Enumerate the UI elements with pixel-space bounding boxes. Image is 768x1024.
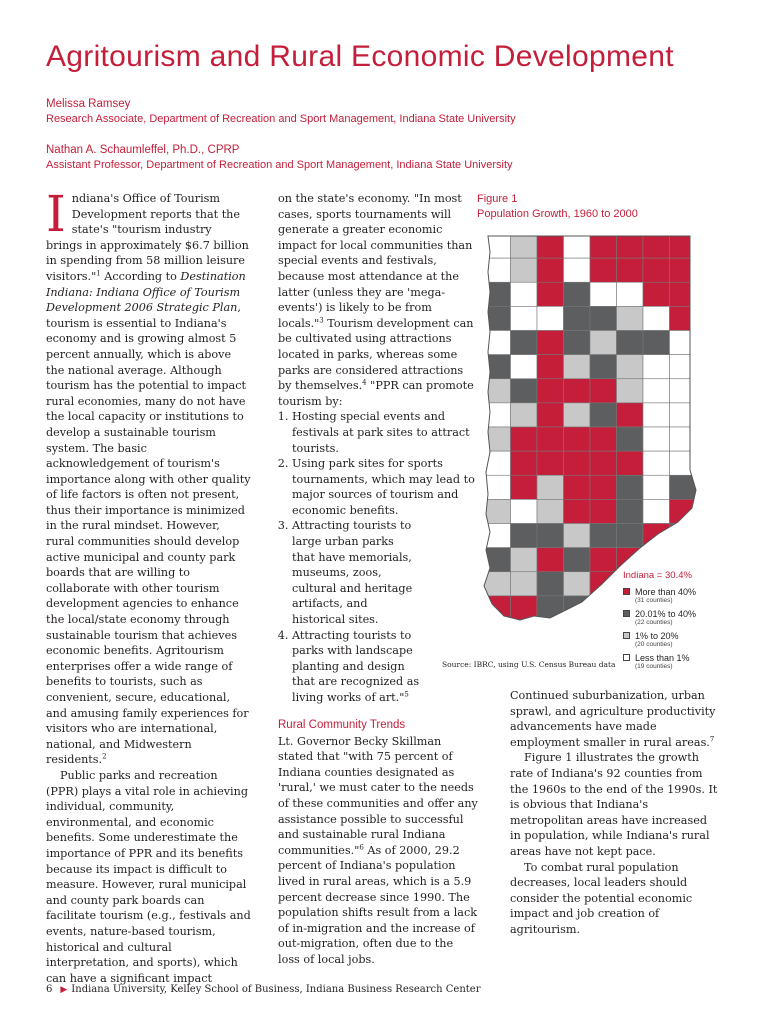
county: [670, 451, 697, 475]
text: As of 2000, 29.2 percent of Indiana's population lived in rural areas, which is a 5.9 percent decrease since 1990. The population shifts result from a lack of in-migration and the increase of out-migration, often due to the loss of local jobs.: [278, 843, 477, 966]
county: [564, 427, 591, 451]
legend-label: 1% to 20%: [635, 631, 679, 641]
county: [590, 499, 617, 523]
footnote-ref: 1: [96, 269, 101, 278]
county: [590, 451, 617, 475]
footnote-ref: 7: [709, 735, 715, 744]
county: [511, 499, 538, 523]
legend-item: [623, 587, 696, 605]
legend-swatch: [623, 632, 630, 639]
county: [564, 572, 591, 596]
county: [617, 258, 644, 282]
county: [564, 499, 591, 523]
text: ndiana's Office of Tourism Development reports that the state's "tourism industry brings in approximately $6.7 billion in spending from 58 million leisure visitors.": [46, 192, 249, 283]
county: [537, 524, 564, 548]
county: [564, 331, 591, 355]
drop-cap: I: [46, 185, 66, 243]
county: [511, 475, 538, 499]
county: [484, 403, 511, 427]
paragraph: [278, 191, 478, 409]
footnote-ref: 2: [102, 752, 107, 761]
text: "PPR can promote tourism by:: [278, 379, 474, 408]
county: [643, 499, 670, 523]
county: [617, 306, 644, 330]
county: [484, 355, 511, 379]
county: [643, 331, 670, 355]
county: [643, 234, 670, 258]
county: [511, 524, 538, 548]
county: [537, 427, 564, 451]
text: Tourism development can be cultivated using attractions located in parks, whereas some parks are considered attractions by themselves.: [278, 316, 474, 393]
county: [537, 451, 564, 475]
county: [537, 379, 564, 403]
list-item: 1. Hosting special events and festivals at park sites to attract tourists.: [292, 409, 478, 456]
county: [590, 331, 617, 355]
text: Lt. Governor Becky Skillman stated that "with 75 percent of Indiana counties designated as 'rural,' we must cater to the needs of these communities and offer any assistance possible to successful and sustainable rural Indiana communities.": [278, 734, 478, 857]
text: Continued suburbanization, urban sprawl, and agriculture productivity advancements have made employment smaller in rural areas.: [510, 689, 716, 749]
county: [564, 306, 591, 330]
figure-number: Figure 1: [477, 193, 518, 205]
county: [617, 379, 644, 403]
county: [511, 379, 538, 403]
county: [590, 475, 617, 499]
county: [670, 331, 697, 355]
county: [617, 427, 644, 451]
county: [590, 548, 617, 572]
county: [670, 379, 697, 403]
footnote-ref: 6: [359, 843, 364, 852]
legend-count: (20 counties): [635, 641, 673, 648]
county: [643, 427, 670, 451]
county: [564, 258, 591, 282]
figure-source: Source: IBRC, using U.S. Census Bureau data: [442, 660, 616, 669]
county: [564, 451, 591, 475]
legend-label: 20.01% to 40%: [635, 609, 697, 619]
county: [590, 234, 617, 258]
county: [537, 475, 564, 499]
legend-swatch: [623, 588, 630, 595]
county: [564, 596, 591, 620]
legend-label: Less than 1%: [635, 653, 690, 663]
figure-caption: Population Growth, 1960 to 2000: [477, 208, 638, 220]
county: [617, 499, 644, 523]
author-affiliation: Assistant Professor, Department of Recreation and Sport Management, Indiana State University: [46, 159, 513, 171]
county: [484, 282, 511, 306]
county: [617, 548, 644, 572]
county: [590, 282, 617, 306]
county: [617, 355, 644, 379]
county: [511, 282, 538, 306]
county: [590, 355, 617, 379]
footnote-ref: 3: [319, 316, 324, 325]
county: [643, 282, 670, 306]
county: [643, 451, 670, 475]
county: [537, 331, 564, 355]
author-name: Nathan A. Schaumleffel, Ph.D., CPRP: [46, 144, 240, 156]
county: [617, 451, 644, 475]
text: Attracting tourists to large urban parks that have memorials, museums, zoos, cultural and heritage artifacts, and historical sites.: [292, 519, 413, 627]
paragraph: [46, 185, 251, 768]
paragraph: Figure 1 illustrates the growth rate of Indiana's 92 counties from the 1960s to the end of the 1990s. It is obvious that Indiana's metropolitan areas have increased in population, while Indiana's rural areas have not kept pace.: [510, 751, 718, 858]
county: [643, 403, 670, 427]
county: [670, 427, 697, 451]
county: [590, 427, 617, 451]
county: [643, 548, 670, 572]
county: [511, 403, 538, 427]
author-name: Melissa Ramsey: [46, 98, 131, 110]
county: [590, 379, 617, 403]
paragraph: To combat rural population decreases, local leaders should consider the potential economic impact and job creation of agritourism.: [510, 860, 693, 936]
section-heading: Rural Community Trends: [278, 718, 406, 731]
county: [617, 475, 644, 499]
legend-label: More than 40%: [635, 587, 697, 597]
county: [511, 331, 538, 355]
legend-item: [623, 609, 696, 627]
county: [670, 524, 697, 548]
legend-count: (31 counties): [635, 597, 673, 604]
text: , tourism is essential to Indiana's economy and is growing almost 5 percent annually, which is above the national average. Although tourism has the potential to impact rural economies, many do not have the local capacity or institutions to develop a sustainable tourism system. The basic acknowledgement of tourism's importance along with other quality of life factors is often not present, thus their importance is minimized in the rural mindset. However, rural communities should develop active municipal and county park boards that are willing to collaborate with other tourism development agencies to enhance the local/state economy through sustainable tourism that achieves economic benefits. Agritourism enterprises offer a wide range of benefits to tourists, such as convenient, secure, educational, and amusing family experiences for visitors who are international, national, and Midwestern residents.: [46, 301, 251, 767]
county: [617, 524, 644, 548]
list-item: 2. Using park sites for sports tournaments, which may lead to major sources of tourism and economic benefits.: [292, 456, 478, 518]
list-item: [292, 628, 420, 706]
author-1: [46, 97, 516, 127]
article-title: Agritourism and Rural Economic Development: [46, 40, 674, 73]
county: [511, 427, 538, 451]
county: [670, 548, 697, 572]
county: [590, 403, 617, 427]
county: [590, 258, 617, 282]
county: [564, 379, 591, 403]
paragraph: [510, 688, 720, 750]
legend-count: (19 counties): [635, 663, 673, 670]
legend-swatch: [623, 610, 630, 617]
county: [564, 475, 591, 499]
county: [617, 331, 644, 355]
triangle-icon: ▶: [60, 985, 68, 995]
county: [670, 355, 697, 379]
text: on the state's economy. "In most cases, sports tournaments will generate a greater economic impact for local communities than special events and festivals, because most attendance at the latter (unless they are 'mega-events') is likely to be from locals.": [278, 192, 473, 330]
county: [511, 451, 538, 475]
author-affiliation: Research Associate, Department of Recreation and Sport Management, Indiana State University: [46, 113, 516, 125]
county: [590, 524, 617, 548]
column-3: [510, 688, 720, 938]
county: [511, 258, 538, 282]
county: [564, 548, 591, 572]
footnote-ref: 4: [362, 378, 367, 387]
legend-count: (22 counties): [635, 619, 673, 626]
county: [643, 379, 670, 403]
county: [670, 403, 697, 427]
paragraph: [278, 734, 478, 968]
legend-item: [623, 631, 696, 649]
county: [670, 306, 697, 330]
county: [643, 258, 670, 282]
county: [537, 548, 564, 572]
county: [511, 306, 538, 330]
county: [643, 355, 670, 379]
county: [511, 572, 538, 596]
county: [484, 524, 511, 548]
county: [511, 355, 538, 379]
list-item: [292, 518, 420, 627]
column-2: [278, 191, 478, 968]
paragraph: Public parks and recreation (PPR) plays a vital role in achieving individual, community, environmental, and economic benefits. Some underestimate the importance of PPR and its benefits because its impact is difficult to measure. However, rural municipal and county park boards can facilitate tourism (e.g., festivals and events, nature-based tourism, historical and cultural interpretation, and sports), which can have a significant impact: [46, 768, 251, 985]
county: [590, 596, 617, 620]
county: [617, 282, 644, 306]
county: [564, 403, 591, 427]
county: [564, 355, 591, 379]
legend-item: [623, 653, 696, 671]
county: [511, 548, 538, 572]
county: [643, 475, 670, 499]
text: Attracting tourists to parks with landscape planting and design that are recognized as living works of art.": [292, 628, 420, 704]
page-number: 6: [46, 984, 53, 995]
page-footer: [46, 984, 480, 995]
county: [511, 234, 538, 258]
county: [537, 572, 564, 596]
publication-title: Destination Indiana: Indiana Office of Tourism Development 2006 Strategic Plan: [46, 269, 246, 315]
author-2: [46, 143, 513, 173]
county: [670, 234, 697, 258]
county: [537, 355, 564, 379]
footnote-ref: 5: [404, 690, 409, 699]
county: [537, 306, 564, 330]
footer-text: Indiana University, Kelley School of Business, Indiana Business Research Center: [71, 984, 481, 995]
county: [564, 234, 591, 258]
legend-swatch: [623, 654, 630, 661]
county: [643, 306, 670, 330]
county: [670, 258, 697, 282]
column-1: [46, 185, 251, 986]
county: [670, 499, 697, 523]
county: [670, 475, 697, 499]
figure-label: [477, 192, 638, 222]
legend-title: Indiana = 30.4%: [623, 570, 692, 581]
county: [590, 306, 617, 330]
county: [537, 234, 564, 258]
county: [670, 282, 697, 306]
county: [537, 403, 564, 427]
text: According to: [100, 269, 181, 283]
county: [564, 524, 591, 548]
county: [590, 572, 617, 596]
county: [537, 282, 564, 306]
county: [537, 258, 564, 282]
county: [564, 282, 591, 306]
county: [537, 499, 564, 523]
map-legend: [623, 570, 696, 675]
county: [484, 499, 511, 523]
county: [617, 403, 644, 427]
county: [617, 234, 644, 258]
